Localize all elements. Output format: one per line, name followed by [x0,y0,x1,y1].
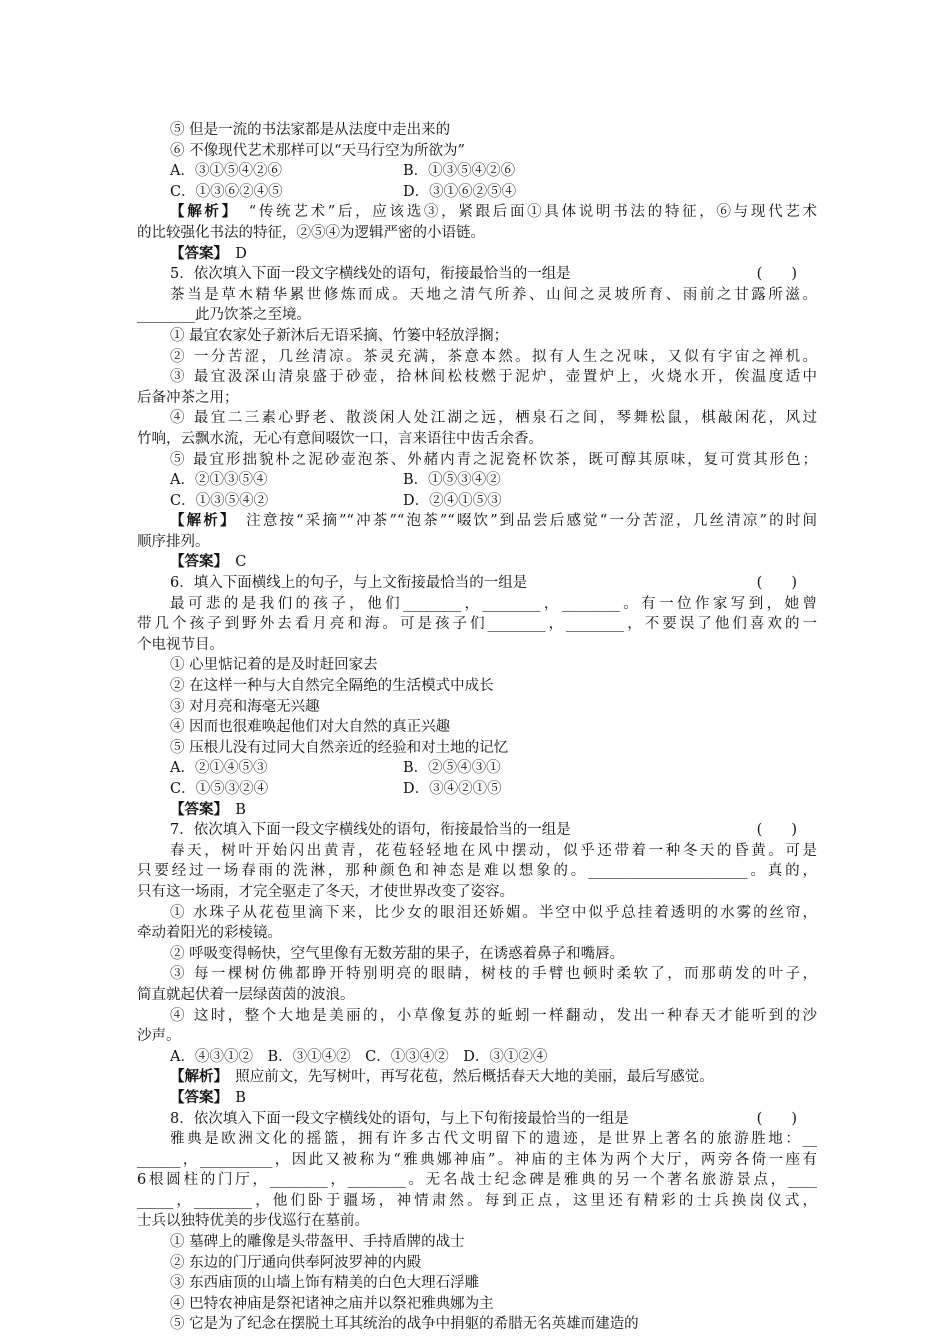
passage-line: _____，________，他们卧于疆场，神情肃然。每到正点，这里还有精彩的士兵换岗仪式， [137,1192,817,1209]
answer-choices [137,779,817,800]
passage-line: 只有这一场雨，才完全驱走了冬天，才使世界改变了姿容。 [137,883,514,900]
choice-a: A．③①⑤④②⑥ [170,163,282,180]
explanation-text: 照应前文，先写树叶，再写花苞，然后概括春天大地的美丽，最后写感觉。 [220,1069,714,1086]
passage-line: 春天，树叶开始闪出黄青，花苞轻轻地在风中摆动，似乎还带着一种冬天的昏黄。可是 [170,842,817,859]
option-line: ② 呼吸变得畅快，空气里像有无数芳甜的果子，在诱惑着鼻子和嘴唇。 [170,945,625,962]
question-text: 7．依次填入下面一段文字横线处的语句，衔接最恰当的一组是 [170,822,571,839]
answer [137,552,817,573]
passage-line: 最可悲的是我们的孩子，他们________，________，________。有一位作家写到，她曾 [170,595,817,612]
option-line: ⑤ 压根儿没有过同大自然亲近的经验和对土地的记忆 [170,739,509,756]
option-line: 竹响，云飘水流，无心有意间啜饮一口，言来语往中齿舌余香。 [137,430,543,447]
answer-choices [137,182,817,203]
explanation-tag: 【解析】 [170,512,230,530]
answer [137,1088,817,1109]
explanation-tag: 【解析】 [170,203,232,221]
question-stem [137,264,817,285]
passage-line: 个电视节目。 [137,636,224,653]
answer-blank: ( ) [756,575,797,592]
choice-d: D．②④①⑤③ [403,492,502,509]
option-line: ② 在这样一种与大自然完全隔绝的生活模式中成长 [170,678,494,695]
answer-value: C [235,554,247,571]
choice-c: C．①③⑥②④⑤ [170,183,283,200]
answer-tag: 【答案】 [170,800,221,818]
passage-line: ______，__________，因此又被称为“雅典娜神庙”。神庙的主体为两个大厅，两旁各倚一座有 [137,1151,817,1168]
explanation-text: 顺序排列。 [137,533,210,550]
answer-choices [137,758,817,779]
option-line: ② 东边的门厅通向供奉阿波罗神的内殿 [170,1254,422,1271]
choice-d: D．③④②①⑤ [403,781,502,797]
option-line: ① 墓碑上的雕像是头带盔甲、手持盾牌的战士 [170,1234,465,1251]
explanation-text: 注意按“采摘”“冲茶”“泡茶”“啜饮”到品尝后感觉“一分苦涩，几丝清凉”的时间 [229,513,817,530]
choice-a: A．②①④⑤③ [170,760,268,777]
option-line: ④ 这时，整个大地是美丽的，小草像复苏的蚯蚓一样翻动，发出一种春天才能听到的沙 [170,1007,817,1024]
question-text: 6．填入下面横线上的句子，与上文衔接最恰当的一组是 [170,575,528,592]
explanation-text: 的比较强化书法的特征，②⑤④为逻辑严密的小语链。 [137,224,485,241]
passage-line: 6根圆柱的门厅，________，________。无名战士纪念碑是雅典的另一个著名旅游景点，____ [137,1172,817,1189]
choice-a: A．②①③⑤④ [170,472,268,489]
option-line: ④ 巴特农神庙是祭祀诸神之庙并以祭祀雅典娜为主 [170,1295,494,1312]
choice-c: C．①⑤③②④ [170,781,269,797]
answer-blank: ( ) [756,822,797,839]
answer-choices [137,161,817,182]
answer [137,800,817,821]
option-line: 沙声。 [137,1028,181,1045]
answer-choices [137,470,817,491]
answer-blank: ( ) [756,1110,797,1127]
explanation-tag: 【解析】 [170,1068,221,1086]
answer-choices: A．④③①② B．③①④② C．①③④② D．③①②④ [170,1048,548,1065]
choice-c: C．①③⑤④② [170,492,269,509]
choice-b: B．②⑤④③① [403,760,501,777]
answer-tag: 【答案】 [170,244,221,262]
question-stem [137,820,817,841]
option-line: ④ 因而也很难唤起他们对大自然的真正兴趣 [170,719,451,736]
question-stem [137,573,817,594]
option-line: ③ 对月亮和海毫无兴趣 [170,698,320,715]
option-line: ① 水珠子从花苞里滴下来，比少女的眼泪还娇媚。半空中似乎总挂着透明的水雾的丝帘， [170,904,817,921]
explanation [137,1067,817,1088]
passage-line: 带几个孩子到野外去看月亮和海。可是孩子们________，________，不要误了他们喜欢的一 [137,616,817,633]
explanation [137,202,817,223]
option-line: 后备冲茶之用； [137,389,239,406]
option-line: ③ 东西庙顶的山墙上饰有精美的白色大理石浮雕 [170,1275,480,1292]
passage-line: 只要经过一场春雨的洗淋，那种颜色和神态是难以想象的。______________________。真的， [137,863,817,880]
answer-tag: 【答案】 [170,1088,221,1106]
option-line: ⑤ 最宜形拙貌朴之泥砂壶泡茶、外赭内青之泥瓷杯饮茶，既可醇其原味，复可赏其形色； [170,451,817,468]
option-line: ② 一分苦涩，几丝清凉。茶灵充满，茶意本然。拟有人生之况味，又似有宇宙之禅机。 [170,348,817,365]
option-line: ③ 每一棵树仿佛都睁开特别明亮的眼睛，树枝的手臂也顿时柔软了，而那萌发的叶子， [170,966,817,983]
question-text: 5．依次填入下面一段文字横线处的语句，衔接最恰当的一组是 [170,266,571,283]
option-line: ① 最宜农家处子新沐后无语采摘、竹篓中轻放浮搁； [170,327,509,344]
option-line: ⑥ 不像现代艺术那样可以“天马行空为所欲为” [170,142,465,159]
passage-line: 士兵以独特优美的步伐巡行在墓前。 [137,1213,369,1230]
answer-value: D [235,245,247,262]
option-line: ⑤ 但是一流的书法家都是从法度中走出来的 [170,122,451,138]
answer [137,244,817,265]
option-line: 简直就起伏着一层绿茵茵的波浪。 [137,986,355,1003]
option-line: ③ 最宜汲深山清泉盛于砂壶，拾林间松枝燃于泥炉，壶置炉上，火烧水开，俟温度适中 [170,369,817,386]
passage-line: ________此乃饮茶之至境。 [137,307,311,324]
passage-line: 茶当是草木精华累世修炼而成。天地之清气所养、山间之灵坡所育、雨前之甘露所滋。 [170,286,817,303]
answer-value: B [235,801,246,818]
answer-value: B [235,1089,246,1106]
choice-d: D．③①⑥②⑤④ [403,183,517,200]
choice-b: B．①③⑤④②⑥ [403,163,516,180]
question-stem [137,1109,817,1130]
option-line: ① 心里惦记着的是及时赶回家去 [170,657,378,674]
option-line: ⑤ 它是为了纪念在摆脱土耳其统治的战争中捐躯的希腊无名英雄而建造的 [170,1316,639,1333]
answer-choices [137,491,817,512]
option-line: 牵动着阳光的彩棱镜。 [137,925,282,942]
explanation [137,511,817,532]
answer-blank: ( ) [756,266,797,283]
choice-b: B．①⑤③④② [403,472,501,489]
answer-tag: 【答案】 [170,553,221,571]
explanation-text: “传统艺术”后，应该选③，紧跟后面①具体说明书法的特征，⑥与现代艺术 [231,204,818,221]
document-page [137,120,817,1335]
question-text: 8．依次填入下面一段文字横线处的语句，与上下句衔接最恰当的一组是 [170,1110,629,1127]
option-line: ④ 最宜二三素心野老、散淡闲人处江湖之远，栖泉石之间，琴舞松鼠，棋敲闲花，风过 [170,410,817,427]
passage-line: 雅典是欧洲文化的摇篮，拥有许多古代文明留下的遗迹，是世界上著名的旅游胜地：__ [170,1131,817,1148]
